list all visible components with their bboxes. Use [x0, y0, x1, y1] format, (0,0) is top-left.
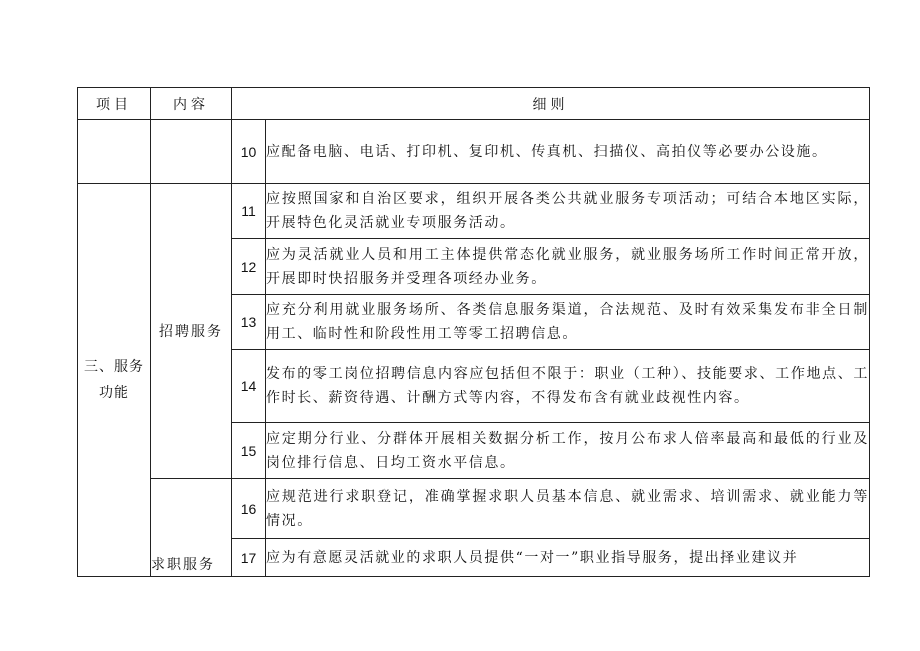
header-item: 项目 [78, 88, 151, 120]
row-number: 13 [232, 295, 266, 350]
row-number: 15 [232, 423, 266, 479]
header-detail: 细则 [232, 88, 870, 120]
header-content: 内容 [151, 88, 232, 120]
standards-table [77, 87, 870, 577]
row-number: 16 [232, 479, 266, 539]
row-text: 应按照国家和自治区要求，组织开展各类公共就业服务专项活动；可结合本地区实际，开展特色化灵活就业专项服务活动。 [266, 184, 870, 239]
section-label-line: 三、服务 [84, 359, 144, 375]
row-text: 应为有意愿灵活就业的求职人员提供“一对一”职业指导服务，提出择业建议并 [266, 539, 870, 577]
row-text: 发布的零工岗位招聘信息内容应包括但不限于：职业（工种）、技能要求、工作地点、工作时长、薪资待遇、计酬方式等内容，不得发布含有就业歧视性内容。 [266, 350, 870, 423]
subsection-jobseek: 求职服务 [151, 479, 232, 577]
subsection-recruit: 招聘服务 [151, 184, 232, 479]
row-text: 应充分利用就业服务场所、各类信息服务渠道，合法规范、及时有效采集发布非全日制用工、临时性和阶段性用工等零工招聘信息。 [266, 295, 870, 350]
section-label [78, 184, 151, 577]
table-row [78, 184, 870, 239]
table-row [78, 479, 870, 539]
row-number: 10 [232, 120, 266, 184]
row-number: 11 [232, 184, 266, 239]
row-number: 17 [232, 539, 266, 577]
row-text: 应为灵活就业人员和用工主体提供常态化就业服务，就业服务场所工作时间正常开放，开展即时快招服务并受理各项经办业务。 [266, 239, 870, 295]
row-number: 12 [232, 239, 266, 295]
header-row [78, 88, 870, 120]
row-text: 应规范进行求职登记，准确掌握求职人员基本信息、就业需求、培训需求、就业能力等情况。 [266, 479, 870, 539]
section-label-line: 功能 [99, 385, 129, 401]
table-row [78, 120, 870, 184]
row-text: 应定期分行业、分群体开展相关数据分析工作，按月公布求人倍率最高和最低的行业及岗位排行信息、日均工资水平信息。 [266, 423, 870, 479]
empty-cell [151, 120, 232, 184]
row-text: 应配备电脑、电话、打印机、复印机、传真机、扫描仪、高拍仪等必要办公设施。 [266, 120, 870, 184]
empty-cell [78, 120, 151, 184]
row-number: 14 [232, 350, 266, 423]
